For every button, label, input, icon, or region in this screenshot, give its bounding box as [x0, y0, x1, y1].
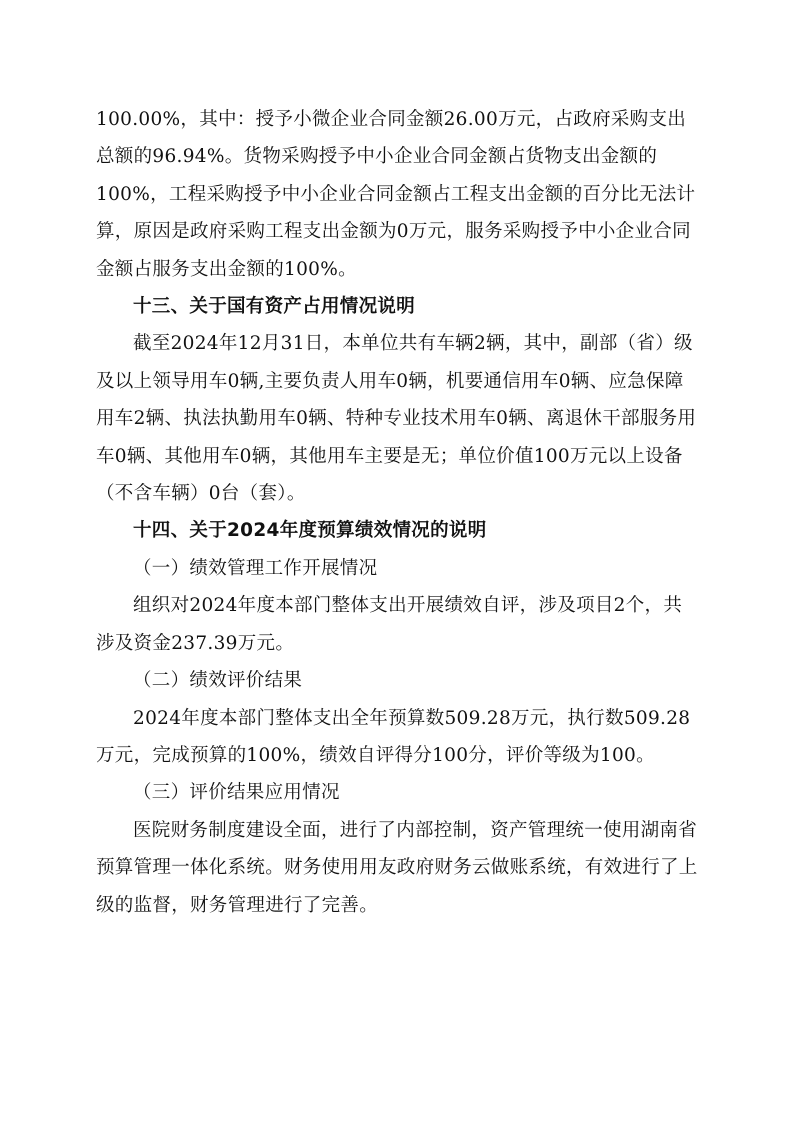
- document-body: [96, 101, 700, 924]
- paragraph-results-application: 医院财务制度建设全面，进行了内部控制，资产管理统一使用湖南省预算管理一体化系统。财务使用用友政府财务云做账系统，有效进行了上级的监督，财务管理进行了完善。: [96, 819, 698, 916]
- section-heading-13: 十三、关于国有资产占用情况说明: [133, 296, 416, 318]
- paragraph-procurement-continued: 100.00%，其中：授予小微企业合同金额26.00万元，占政府采购支出总额的96.94%。货物采购授予中小企业合同金额占货物支出金额的100%，工程采购授予中小企业合同金额占工程支出金额的百分比无法计算，原因是政府采购工程支出金额为0万元，服务采购授予中小企业合同金额占服务支出金额的100%。: [96, 109, 696, 280]
- subsection-heading-2: （二）绩效评价结果: [133, 670, 303, 692]
- paragraph-evaluation-results: 2024年度本部门整体支出全年预算数509.28万元，执行数509.28万元，完成预算的100%，绩效自评得分100分，评价等级为100。: [96, 707, 691, 766]
- subsection-heading-1: （一）绩效管理工作开展情况: [133, 557, 378, 579]
- paragraph-state-assets: 截至2024年12月31日，本单位共有车辆2辆，其中，副部（省）级及以上领导用车0辆,主要负责人用车0辆，机要通信用车0辆、应急保障用车2辆、执法执勤用车0辆、特种专业技术用车0辆、离退休干部服务用车0辆、其他用车0辆，其他用车主要是无；单位价值100万元以上设备（不含车辆）0台（套）。: [96, 333, 697, 505]
- paragraph-performance-management: 组织对2024年度本部门整体支出开展绩效自评，涉及项目2个，共涉及资金237.39万元。: [96, 595, 683, 654]
- section-heading-14: 十四、关于2024年度预算绩效情况的说明: [133, 520, 487, 542]
- subsection-heading-3: （三）评价结果应用情况: [133, 782, 340, 804]
